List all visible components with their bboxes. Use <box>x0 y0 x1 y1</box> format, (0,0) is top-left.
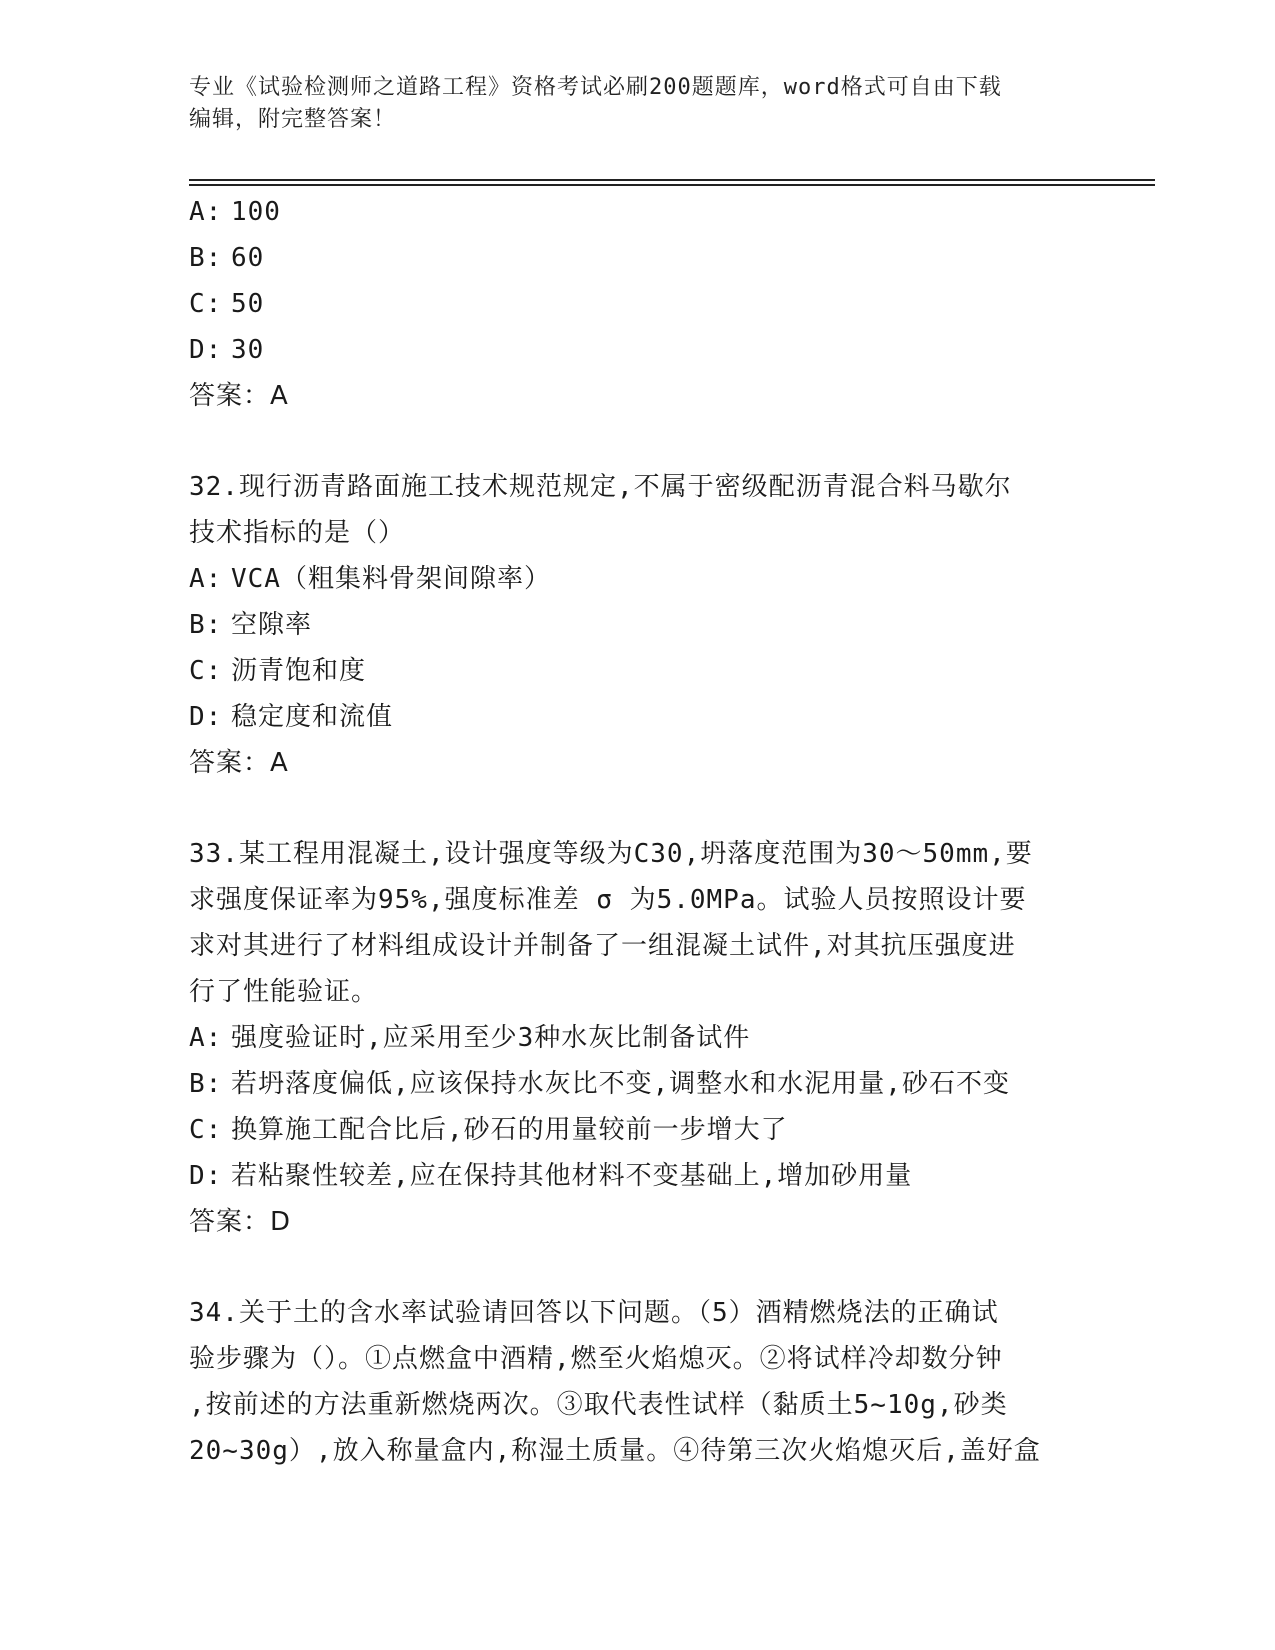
question-text-line: 32.现行沥青路面施工技术规范规定,不属于密级配沥青混合料马歇尔 <box>189 472 1012 502</box>
answer-line <box>189 740 1089 786</box>
question-text-line: 求强度保证率为95%,强度标准差 σ 为5.0MPa。试验人员按照设计要 <box>189 885 1027 915</box>
option-text: 沥青饱和度 <box>231 656 367 686</box>
option-label: D: <box>189 335 223 365</box>
option-text: VCA（粗集料骨架间隙率） <box>231 564 551 594</box>
option-label: C: <box>189 656 223 686</box>
option-a <box>189 189 1089 235</box>
option-label: D: <box>189 702 223 732</box>
question-content <box>189 189 1089 1474</box>
question-gap <box>189 786 1089 831</box>
question-33 <box>189 831 1089 1245</box>
option-text: 稳定度和流值 <box>231 702 394 732</box>
option-text: 若坍落度偏低,应该保持水灰比不变,调整水和水泥用量,砂石不变 <box>231 1069 1010 1099</box>
question-34 <box>189 1290 1089 1474</box>
question-text-line: 技术指标的是（） <box>189 518 406 548</box>
question-text-line: 33.某工程用混凝土,设计强度等级为C30,坍落度范围为30～50mm,要 <box>189 839 1033 869</box>
question-text-line: ,按前述的方法重新燃烧两次。③取代表性试样（黏质土5~10g,砂类 <box>189 1390 1008 1420</box>
option-text: 50 <box>231 289 265 319</box>
option-label: A: <box>189 564 223 594</box>
question-gap <box>189 1245 1089 1290</box>
question-text-line: 验步骤为（）。①点燃盒中酒精,燃至火焰熄灭。②将试样冷却数分钟 <box>189 1344 1003 1374</box>
option-label: D: <box>189 1161 223 1191</box>
option-text: 30 <box>231 335 265 365</box>
option-b <box>189 1061 1089 1107</box>
option-label: B: <box>189 243 223 273</box>
answer-label: 答案： <box>189 1207 271 1237</box>
option-c <box>189 281 1089 327</box>
question-text-line: 求对其进行了材料组成设计并制备了一组混凝土试件,对其抗压强度进 <box>189 931 1016 961</box>
option-a <box>189 556 1089 602</box>
question-text-line: 20~30g）,放入称量盒内,称湿土质量。④待第三次火焰熄灭后,盖好盒 <box>189 1436 1041 1466</box>
option-label: A: <box>189 197 223 227</box>
question-text-line: 行了性能验证。 <box>189 977 379 1007</box>
option-text: 60 <box>231 243 265 273</box>
option-d <box>189 694 1089 740</box>
option-label: B: <box>189 610 223 640</box>
option-text: 换算施工配合比后,砂石的用量较前一步增大了 <box>231 1115 788 1145</box>
option-text: 若粘聚性较差,应在保持其他材料不变基础上,增加砂用量 <box>231 1161 913 1191</box>
question-text-line: 34.关于土的含水率试验请回答以下问题。（5）酒精燃烧法的正确试 <box>189 1298 999 1328</box>
option-label: A: <box>189 1023 223 1053</box>
answer-label: 答案： <box>189 748 271 778</box>
option-d <box>189 327 1089 373</box>
option-label: C: <box>189 289 223 319</box>
option-c <box>189 1107 1089 1153</box>
answer-label: 答案： <box>189 381 271 411</box>
header-title-line-1: 专业《试验检测师之道路工程》资格考试必刷200题题库，word格式可自由下载 <box>189 75 1002 100</box>
option-b <box>189 602 1089 648</box>
question-gap <box>189 419 1089 464</box>
question-31 <box>189 189 1089 419</box>
question-32 <box>189 464 1089 786</box>
option-text: 100 <box>231 197 281 227</box>
option-c <box>189 648 1089 694</box>
answer-value: D <box>270 1207 291 1237</box>
answer-line <box>189 373 1089 419</box>
option-text: 强度验证时,应采用至少3种水灰比制备试件 <box>231 1023 751 1053</box>
option-b <box>189 235 1089 281</box>
header-title-line-2: 编辑，附完整答案！ <box>189 107 397 132</box>
option-d <box>189 1153 1089 1199</box>
option-label: C: <box>189 1115 223 1145</box>
option-a <box>189 1015 1089 1061</box>
answer-value: A <box>270 381 288 411</box>
option-label: B: <box>189 1069 223 1099</box>
header-rule-top <box>189 179 1155 181</box>
answer-line <box>189 1199 1089 1245</box>
answer-value: A <box>270 748 288 778</box>
header-rule-bottom <box>189 184 1155 186</box>
document-header <box>189 72 1069 136</box>
option-text: 空隙率 <box>231 610 313 640</box>
